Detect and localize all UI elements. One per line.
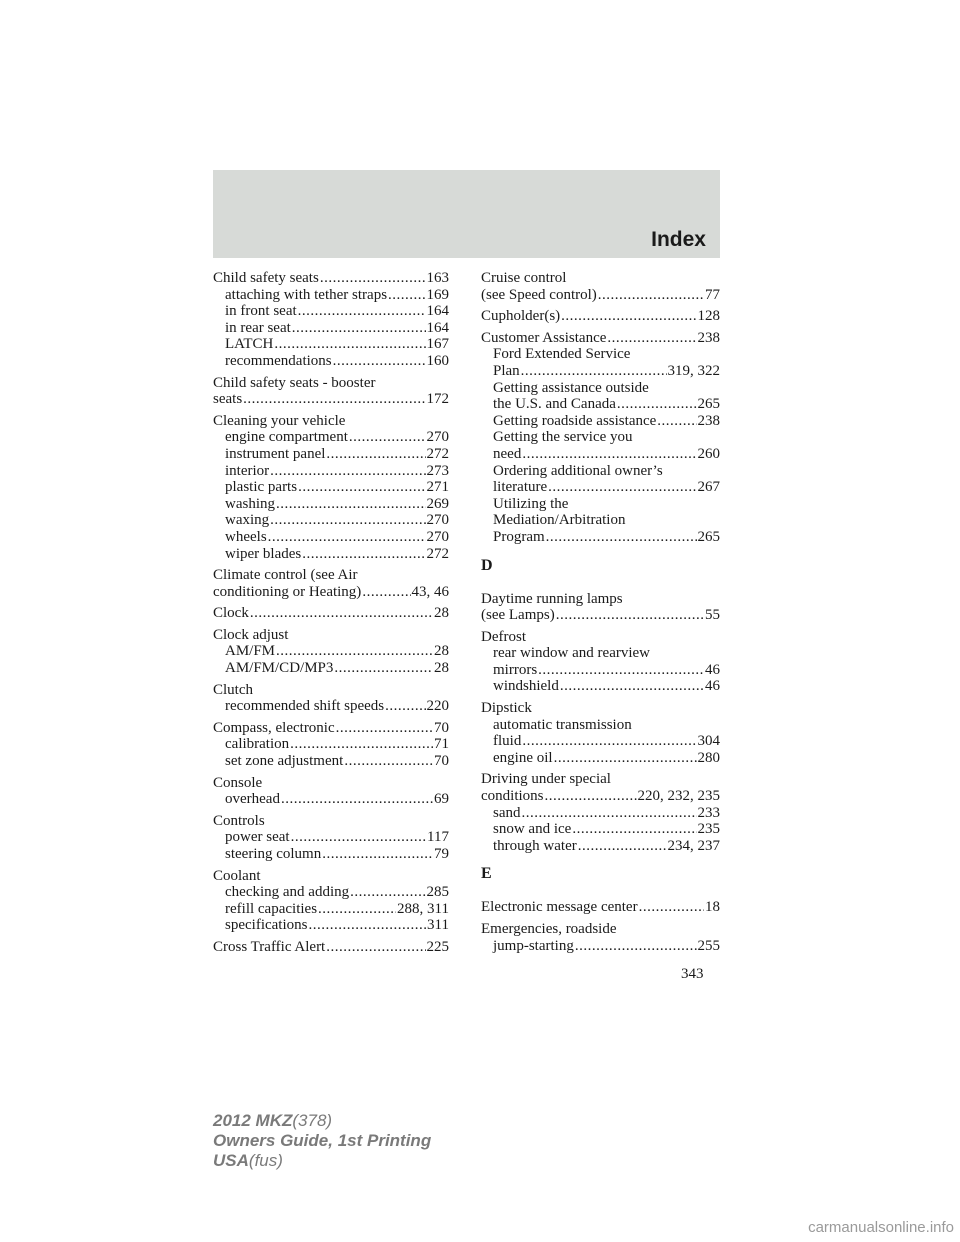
index-subentry <box>213 463 449 480</box>
index-subentry <box>481 380 720 397</box>
index-term-line <box>481 607 720 624</box>
index-term: Clock <box>213 605 249 622</box>
index-term: interior <box>225 462 270 479</box>
index-term-line <box>481 700 720 717</box>
index-page-ref: 319, 322 <box>667 362 720 379</box>
index-term-line <box>213 939 449 956</box>
index-subentry <box>481 363 720 380</box>
index-subentry <box>213 320 449 337</box>
index-term: conditions <box>481 788 544 805</box>
index-page-ref: 79 <box>434 846 449 862</box>
index-page-ref: 260 <box>697 445 720 462</box>
footer-market: USA <box>213 1151 249 1170</box>
dot-leader <box>362 584 410 601</box>
index-page-ref: 233 <box>697 804 720 821</box>
index-subentry <box>213 546 449 563</box>
index-page-ref: 172 <box>426 391 449 408</box>
index-term: Coolant <box>213 867 261 884</box>
dot-leader <box>521 363 667 380</box>
index-term: Customer Assistance <box>481 329 607 346</box>
index-subentry <box>213 736 449 753</box>
index-term: AM/FM <box>225 643 276 660</box>
index-term: Program <box>493 528 545 545</box>
print-footer <box>213 1111 431 1171</box>
index-term: Cross Traffic Alert <box>213 938 326 955</box>
index-term-line <box>213 868 449 885</box>
index-page-ref: 71 <box>434 736 449 753</box>
index-term-line <box>213 682 449 699</box>
index-term: sand <box>493 804 521 821</box>
index-subentry <box>481 750 720 767</box>
dot-leader <box>578 838 667 855</box>
index-term: windshield <box>493 678 559 695</box>
dot-leader <box>290 736 433 753</box>
index-page-ref: 43, 46 <box>411 583 449 600</box>
index-term: Clock adjust <box>213 626 289 643</box>
index-term: checking and adding <box>225 884 350 901</box>
dot-leader <box>268 529 426 546</box>
index-subentry <box>481 346 720 363</box>
dot-leader <box>302 546 425 563</box>
index-term: Cruise control <box>481 270 567 286</box>
index-page-ref: 128 <box>697 308 720 325</box>
dot-leader <box>276 643 433 660</box>
index-page-ref: 234, 237 <box>667 837 720 854</box>
dot-leader <box>291 829 426 846</box>
index-page-ref: 77 <box>705 286 720 303</box>
index-term: Getting assistance outside <box>493 379 649 396</box>
index-subentry <box>481 529 720 546</box>
index-term: Mediation/Arbitration <box>493 512 626 529</box>
dot-leader <box>326 446 425 463</box>
index-term-line <box>481 591 720 608</box>
index-page-ref: 18 <box>705 899 720 916</box>
index-term: recommendations <box>225 352 332 369</box>
index-page-ref: 271 <box>426 479 449 496</box>
index-term-line <box>481 788 720 805</box>
index-subentry <box>213 917 449 934</box>
index-entry <box>213 813 449 863</box>
index-term: waxing <box>225 512 270 529</box>
index-term: automatic transmission <box>493 716 632 733</box>
index-entry <box>213 720 449 770</box>
index-term: snow and ice <box>493 821 572 838</box>
index-subentry <box>481 662 720 679</box>
index-term: Controls <box>213 812 265 829</box>
index-subentry <box>213 753 449 770</box>
index-page-ref: 70 <box>434 753 449 770</box>
index-subentry <box>481 838 720 855</box>
index-page-ref: 272 <box>426 545 449 562</box>
index-term: Getting roadside assistance <box>493 412 657 429</box>
index-letter-heading: D <box>481 556 493 574</box>
dot-leader <box>522 733 696 750</box>
dot-leader <box>385 698 425 715</box>
index-subentry <box>481 413 720 430</box>
index-column-left <box>213 270 449 961</box>
index-subentry <box>213 698 449 715</box>
index-page-ref: 270 <box>426 429 449 446</box>
index-page-ref: 160 <box>426 352 449 369</box>
index-page-ref: 28 <box>434 660 449 677</box>
index-subentry <box>481 678 720 695</box>
dot-leader <box>388 287 425 304</box>
index-page-ref: 255 <box>697 937 720 954</box>
footer-line-1 <box>213 1111 431 1131</box>
index-term: the U.S. and Canada <box>493 396 616 413</box>
index-term: Dipstick <box>481 700 532 717</box>
dot-leader <box>572 821 696 838</box>
dot-leader <box>575 938 697 955</box>
index-term-line <box>213 391 449 408</box>
index-term-line <box>481 270 720 287</box>
index-entry <box>213 413 449 562</box>
index-subentry <box>481 805 720 822</box>
index-page-ref: 70 <box>434 719 449 736</box>
index-subentry <box>213 446 449 463</box>
dot-leader <box>522 446 696 463</box>
footer-market-code: (fus) <box>248 1151 283 1170</box>
index-subentry <box>481 479 720 496</box>
index-entry <box>213 375 449 408</box>
index-term: Driving under special <box>481 771 611 788</box>
index-term: Compass, electronic <box>213 719 335 736</box>
index-term: plastic parts <box>225 479 298 496</box>
index-page-ref: 238 <box>697 329 720 346</box>
index-page-ref: 164 <box>426 303 449 320</box>
index-subentry <box>213 496 449 513</box>
index-term-line <box>481 330 720 347</box>
index-subentry <box>213 791 449 808</box>
index-page-ref: 28 <box>434 605 449 622</box>
index-page-ref: 55 <box>705 607 720 624</box>
index-entry <box>481 308 720 325</box>
index-term: Getting the service you <box>493 429 633 446</box>
index-page-ref: 273 <box>426 462 449 479</box>
index-page-ref: 311 <box>427 917 449 934</box>
index-subentry <box>481 733 720 750</box>
index-term: washing <box>225 495 275 512</box>
index-term-line <box>481 921 720 938</box>
dot-leader <box>298 479 425 496</box>
index-term: specifications <box>225 917 308 934</box>
dot-leader <box>554 750 697 767</box>
index-subentry <box>213 287 449 304</box>
index-subentry <box>213 901 449 918</box>
dot-leader <box>334 660 433 677</box>
dot-leader <box>274 336 425 353</box>
index-entry <box>213 567 449 600</box>
index-term: (see Lamps) <box>481 607 555 624</box>
index-subentry <box>213 884 449 901</box>
dot-leader <box>538 662 704 679</box>
index-term: (see Speed control) <box>481 286 597 303</box>
index-entry <box>213 270 449 370</box>
index-subentry <box>213 529 449 546</box>
index-term: mirrors <box>493 661 538 678</box>
dot-leader <box>270 463 425 480</box>
index-letter-heading: E <box>481 865 492 883</box>
dot-leader <box>545 788 637 805</box>
footer-line-2: Owners Guide, 1st Printing <box>213 1131 432 1150</box>
dot-leader <box>276 496 426 513</box>
index-subentry <box>481 938 720 955</box>
index-term: Console <box>213 774 263 791</box>
dot-leader <box>617 396 697 413</box>
index-page-ref: 164 <box>426 319 449 336</box>
index-entry <box>481 629 720 695</box>
index-entry <box>213 605 449 622</box>
index-subentry <box>213 429 449 446</box>
index-entry <box>213 775 449 808</box>
index-page-ref: 269 <box>426 495 449 512</box>
dot-leader <box>607 330 696 347</box>
index-entry <box>481 899 720 916</box>
index-term: in front seat <box>225 303 297 320</box>
index-term-line <box>213 270 449 287</box>
index-term: Electronic message center <box>481 899 638 916</box>
index-entry <box>213 627 449 677</box>
index-term-line <box>213 627 449 644</box>
index-subentry <box>213 303 449 320</box>
index-term: recommended shift speeds <box>225 698 385 715</box>
index-entry <box>481 270 720 303</box>
index-subentry <box>481 512 720 529</box>
index-column-right <box>481 270 720 959</box>
index-term: power seat <box>225 829 290 846</box>
index-term-line <box>213 584 449 601</box>
index-term-line <box>213 605 449 622</box>
index-page-ref: 163 <box>426 270 449 286</box>
index-entry <box>213 682 449 715</box>
dot-leader <box>598 287 704 304</box>
page-number: 343 <box>681 966 704 982</box>
index-term: Daytime running lamps <box>481 590 623 607</box>
dot-leader <box>349 429 426 446</box>
footer-code: (378) <box>292 1111 333 1130</box>
index-page-ref: 46 <box>705 678 720 695</box>
dot-leader <box>270 512 425 529</box>
index-page-ref: 28 <box>434 643 449 660</box>
index-page-ref: 304 <box>697 733 720 750</box>
index-subentry <box>213 829 449 846</box>
index-term-line <box>213 775 449 792</box>
index-entry <box>481 700 720 766</box>
index-entry <box>481 921 720 954</box>
dot-leader <box>639 899 704 916</box>
index-term: literature <box>493 479 548 496</box>
dot-leader <box>548 479 696 496</box>
index-page-ref: 167 <box>426 336 449 353</box>
index-term: instrument panel <box>225 445 326 462</box>
footer-model: 2012 MKZ <box>213 1111 293 1130</box>
dot-leader <box>250 605 433 622</box>
index-term-line <box>481 287 720 304</box>
index-term-line <box>481 899 720 916</box>
index-subentry <box>213 846 449 863</box>
index-term: engine compartment <box>225 429 348 446</box>
index-subentry <box>213 643 449 660</box>
dot-leader <box>561 308 696 325</box>
index-term: engine oil <box>493 749 553 766</box>
index-page-ref: 270 <box>426 528 449 545</box>
index-page-ref: 220, 232, 235 <box>637 788 720 805</box>
index-term-line <box>213 375 449 392</box>
header-band <box>213 170 720 258</box>
index-term: AM/FM/CD/MP3 <box>225 660 334 677</box>
index-term: seats <box>213 391 243 408</box>
index-term: Utilizing the <box>493 495 569 512</box>
index-term: in rear seat <box>225 319 291 336</box>
index-subentry <box>213 479 449 496</box>
index-term: refill capacities <box>225 900 318 917</box>
index-term: conditioning or Heating) <box>213 583 362 600</box>
index-page-ref: 220 <box>426 698 449 715</box>
index-term: Climate control (see Air <box>213 567 358 584</box>
index-term-line <box>213 813 449 830</box>
index-term: Plan <box>493 362 520 379</box>
index-subentry <box>481 429 720 446</box>
dot-leader <box>522 805 697 822</box>
dot-leader <box>326 939 425 956</box>
index-term-line <box>481 308 720 325</box>
index-term: wiper blades <box>225 545 302 562</box>
index-term: Defrost <box>481 628 526 645</box>
dot-leader <box>333 353 426 370</box>
index-term: Ordering additional owner’s <box>493 462 663 479</box>
index-page-ref: 225 <box>426 938 449 955</box>
index-term-line <box>213 413 449 430</box>
index-term: set zone adjustment <box>225 753 344 770</box>
index-term: overhead <box>225 791 280 808</box>
dot-leader <box>298 303 426 320</box>
index-subentry <box>213 660 449 677</box>
dot-leader <box>560 678 704 695</box>
watermark-text: carmanualsonline.info <box>808 1219 954 1236</box>
index-term-line <box>213 567 449 584</box>
index-subentry <box>481 645 720 662</box>
index-term: fluid <box>493 733 522 750</box>
index-subentry <box>481 396 720 413</box>
index-subentry <box>481 496 720 513</box>
index-page-ref: 46 <box>705 661 720 678</box>
footer-line-3 <box>213 1151 431 1171</box>
index-page-ref: 270 <box>426 512 449 529</box>
index-page-ref: 265 <box>697 528 720 545</box>
dot-leader <box>336 720 433 737</box>
index-entry <box>213 868 449 934</box>
index-term: steering column <box>225 846 322 862</box>
dot-leader <box>320 270 426 287</box>
index-page-ref: 288, 311 <box>397 900 449 917</box>
index-page-ref: 117 <box>427 829 449 846</box>
index-entry <box>481 771 720 854</box>
index-page-ref: 238 <box>697 412 720 429</box>
dot-leader <box>308 917 426 934</box>
index-subentry <box>481 463 720 480</box>
index-entry <box>481 591 720 624</box>
dot-leader <box>292 320 426 337</box>
index-page-ref: 280 <box>697 749 720 766</box>
index-term: Clutch <box>213 681 253 698</box>
index-term: wheels <box>225 528 267 545</box>
index-term: through water <box>493 837 577 854</box>
index-term: Child safety seats <box>213 270 319 286</box>
index-entry <box>213 939 449 956</box>
dot-leader <box>318 901 396 918</box>
index-page-ref: 69 <box>434 791 449 808</box>
dot-leader <box>281 791 433 808</box>
index-page-ref: 169 <box>426 286 449 303</box>
index-page-ref: 267 <box>697 479 720 496</box>
index-term-line <box>481 629 720 646</box>
index-subentry <box>481 717 720 734</box>
index-term: Ford Extended Service <box>493 346 631 363</box>
index-page-ref: 285 <box>426 884 449 901</box>
index-term: Emergencies, roadside <box>481 921 617 937</box>
index-term: Child safety seats - booster <box>213 374 376 391</box>
index-subentry <box>213 336 449 353</box>
index-term: attaching with tether straps <box>225 286 388 303</box>
index-term: rear window and rearview <box>493 645 651 662</box>
index-term: calibration <box>225 736 290 753</box>
dot-leader <box>546 529 697 546</box>
index-subentry <box>481 821 720 838</box>
section-title: Index <box>651 228 706 251</box>
index-page-ref: 235 <box>697 821 720 838</box>
index-subentry <box>481 446 720 463</box>
index-subentry <box>213 512 449 529</box>
index-term: Cupholder(s) <box>481 308 561 325</box>
dot-leader <box>657 413 696 430</box>
index-term: LATCH <box>225 336 274 353</box>
index-term-line <box>213 720 449 737</box>
index-term: jump-starting <box>493 937 574 954</box>
dot-leader <box>322 846 433 863</box>
index-subentry <box>213 353 449 370</box>
dot-leader <box>556 607 704 624</box>
index-term: Cleaning your vehicle <box>213 412 346 429</box>
index-term: need <box>493 445 522 462</box>
dot-leader <box>344 753 433 770</box>
dot-leader <box>243 391 425 408</box>
index-term-line <box>481 771 720 788</box>
dot-leader <box>350 884 425 901</box>
index-page-ref: 272 <box>426 445 449 462</box>
index-page-ref: 265 <box>697 396 720 413</box>
index-entry <box>481 330 720 546</box>
